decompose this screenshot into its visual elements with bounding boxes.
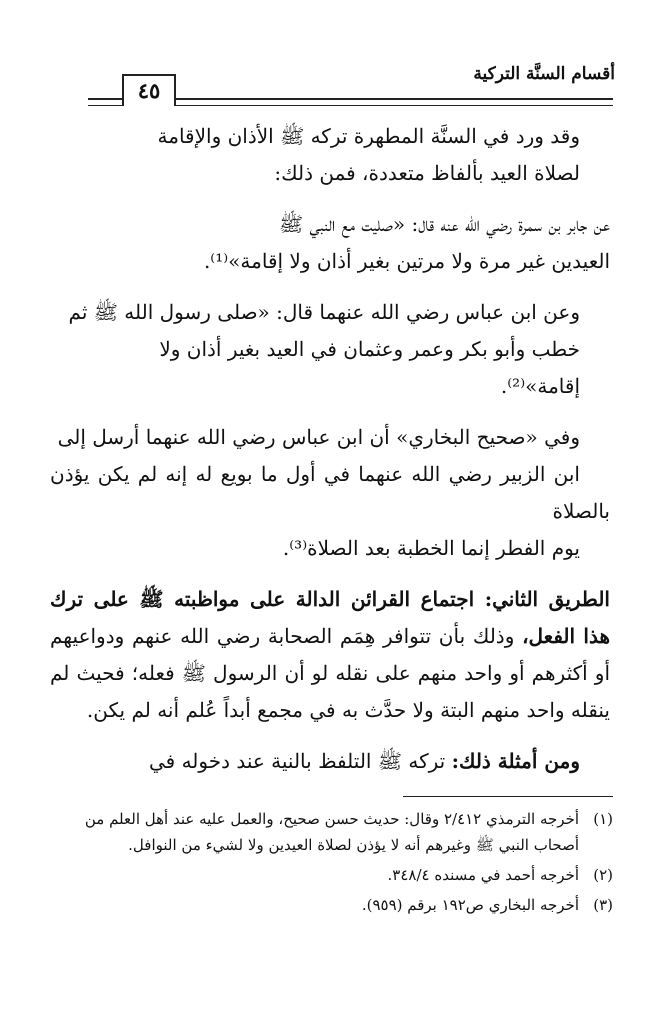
text-line: به في مجمع أبداً عُلم أنه لم يكن. [86, 698, 359, 722]
text-line: عن جابر بن سمرة رضي الله عنه قال: «صليت مع النبي ﷺ [278, 212, 610, 236]
text-line: خطب وأبو بكر وعمر وعثمان في العيد بغير أذان ولا [159, 337, 580, 361]
page-number: ٤٥ [122, 74, 176, 106]
running-title: أقسام السنَّة التركية [473, 64, 615, 84]
text-line: الرسول ﷺ فعله؛ فحيث لم ينقله واحد منهم البتة ولا حدَّث [50, 661, 610, 722]
section-heading: الطريق الثاني: اجتماع القرائن الدالة على مواظبته ﷺ على ترك هذا الفعل، [50, 587, 610, 648]
footnote [50, 862, 613, 888]
text-line: وعن ابن عباس رضي الله عنهما قال: «صلى رسول الله ﷺ ثم [68, 300, 580, 324]
text-line: وفي «صحيح البخاري» أن ابن عباس رضي الله عنهما أرسل إلى [57, 425, 580, 449]
header-rule-left [88, 98, 122, 106]
page-header [0, 64, 661, 106]
text-line: وقد ورد في السنَّة المطهرة تركه ﷺ الأذان والإقامة [157, 124, 580, 148]
footnote-text: أخرجه أحمد في مسنده ٣٤٨/٤. [387, 866, 579, 884]
text-line: تركه ﷺ التلفظ بالنية عند دخوله في [148, 749, 446, 773]
paragraph-ibn-abbas-hadith [50, 294, 610, 405]
footnote-text: أخرجه الترمذي ٢/٤١٢ وقال: حديث حسن صحيح، والعمل عليه عند أهل العلم من أصحاب النبي ﷺ وغيرهم أنه لا يؤذن لصلاة العيدين ولا لشيء من النوافل. [84, 810, 579, 854]
paragraph-second-method [50, 581, 610, 729]
text-line: وذلك بأن تتوافر هِمَم الصحابة رضي الله عنهم [131, 624, 515, 648]
footnote [50, 892, 613, 918]
footnote-number: (٢) [593, 866, 613, 884]
footnotes [50, 806, 613, 922]
footnote-divider [403, 796, 613, 797]
paragraph-examples [50, 743, 610, 780]
main-text [50, 118, 610, 794]
footnote-number: (٣) [593, 896, 613, 914]
paragraph-jabir-hadith [50, 206, 610, 280]
text-line: العيدين غير مرة ولا مرتين بغير أذان ولا إقامة»⁽¹⁾. [203, 249, 610, 273]
text-line: ابن الزبير رضي الله عنهما في أول ما بويع له إنه لم يكن يؤذن بالصلاة [50, 462, 610, 523]
text-line: ودواعيهم أو أكثرهم أو واحد منهم على نقله لو أن [50, 624, 610, 685]
footnote [50, 806, 613, 858]
footnote-number: (١) [593, 810, 613, 828]
text-line: لصلاة العيد بألفاظ متعددة، فمن ذلك: [274, 161, 580, 185]
examples-heading: ومن أمثلة ذلك: [451, 749, 580, 773]
header-rule-right [176, 98, 613, 106]
paragraph-intro [50, 118, 610, 192]
text-line: إقامة»⁽²⁾. [500, 374, 580, 398]
footnote-text: أخرجه البخاري ص١٩٢ برقم (٩٥٩). [361, 896, 579, 914]
paragraph-bukhari [50, 419, 610, 567]
text-line: يوم الفطر إنما الخطبة بعد الصلاة⁽³⁾. [282, 536, 580, 560]
